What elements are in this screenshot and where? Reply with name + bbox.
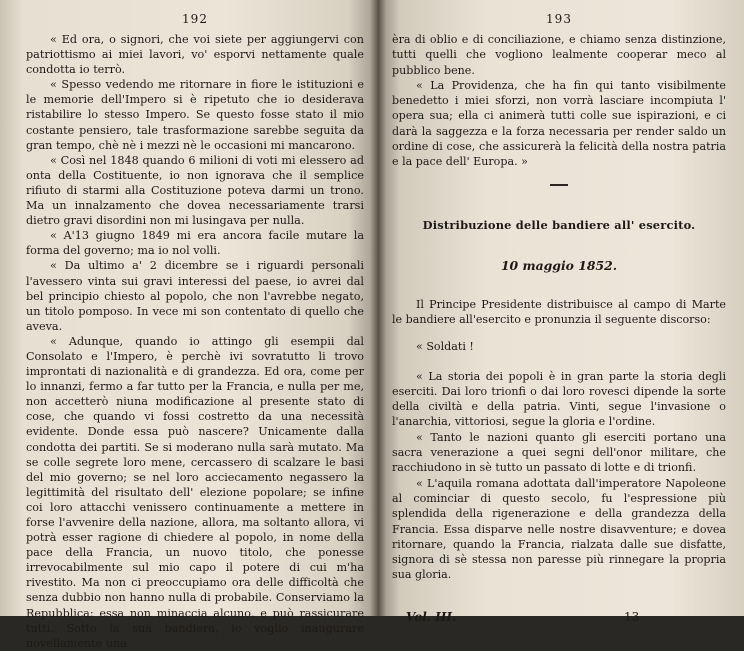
right-page <box>378 0 744 624</box>
paragraph: « La Providenza, che ha fin qui tanto visibilmente benedetto i miei sforzi, non vorrà lasciare incompiuta l' opera sua; ella ci animerà tutti colle sue ispirazioni, e ci darà la saggezza e la forza necessaria per render saldo un ordine di cose, che assicurerà la felicità della nostra patria e la pace dell' Europa. » <box>392 78 726 169</box>
salutation: « Soldati ! <box>416 340 474 354</box>
paragraph: « Adunque, quando io attingo gli esempii dal Consolato e l'Impero, è perchè ivi sovratutto li trovo improntati di nazionalità e di grandezza. Ed ora, come per lo innanzi, fermo a far tutto per la Francia, e nulla per me, non accetterò niuna modificazione al presente stato di cose, che quando vi fossi costretto da una necessità evidente. Donde essa può nascere? Unicamente dalla condotta dei partiti. Se si moderano nulla sarà mutato. Ma se colle segrete loro mene, cercassero di scalzare le basi del mio governo; se nel loro acciecamento negassero la legittimità del risultato dell' elezione popolare; se infine coi loro attacchi venissero continuamente a mettere in forse l'avvenire della nazione, allora, ma soltanto allora, vi potrà esser ragione di chiedere al popolo, in nome della pace della Francia, un nuovo titolo, che ponesse irrevocabilmente sul mio capo il potere di cui m'ha rivestito. Ma non ci preoccupiamo ora delle difficoltà che senza dubbio non hanno nulla di probabile. Conserviamo la Repubblica: essa non minaccia alcuno, e può rassicurare tutti. Sotto la sua bandiera, io voglio inaugurare novellamente una <box>26 334 364 650</box>
paragraph: « Tanto le nazioni quanto gli eserciti portano una sacra venerazione a quei segni dell'onor militare, che racchiudono in sè tutto un passato di lotte e di trionfi. <box>392 430 726 475</box>
section-title: Distribuzione delle bandiere all' esercito. <box>422 217 696 232</box>
page-number-right: 193 <box>546 12 572 26</box>
intro-paragraph: Il Principe Presidente distribuisce al campo di Marte le bandiere all'esercito e pronunzia il seguente discorso: <box>392 297 726 326</box>
paragraph: « Ed ora, o signori, che voi siete per aggiungervi con patriottismo ai miei lavori, vo' esporvi nettamente quale condotta io terrò. <box>26 33 364 77</box>
paragraph: « A'13 giugno 1849 mi era ancora facile mutare la forma del governo; ma io nol volli. <box>26 229 364 258</box>
continuation-paragraph: èra di oblio e di conciliazione, e chiamo senza distinzione, tutti quelli che vogliono lealmente cooperar meco al pubblico bene. <box>392 33 726 77</box>
paragraph: « L'aquila romana adottata dall'imperatore Napoleone al cominciar di questo secolo, fu l'espressione più splendida della rigenerazione e della grandezza della Francia. Essa disparve nelle nostre disavventure; e dovea ritornare, quando la Francia, rialzata dalle sue disfatte, signora di sè stessa non paresse più rinnegare la propria sua gloria. <box>392 476 726 582</box>
paragraph: « Da ultimo a' 2 dicembre se i riguardi personali l'avessero vinta sui gravi interessi del paese, io avrei dal bel principio chiesto al popolo, che non l'avrebbe negato, un titolo pomposo. In vece mi son contentato di quello che aveva. <box>26 259 364 333</box>
section-date: 10 maggio 1852. <box>500 257 618 273</box>
section-divider <box>550 184 568 186</box>
paragraph: « La storia dei popoli è in gran parte la storia degli eserciti. Dai loro trionfi o dai loro rovesci dipende la sorte della civiltà e della patria. Vinti, segue l'invasione o l'anarchia, vittoriosi, segue la gloria e l'ordine. <box>392 369 726 429</box>
signature-mark: 13 <box>624 610 640 624</box>
paragraph: « Spesso vedendo me ritornare in fiore le istituzioni e le memorie dell'Impero si è ripetuto che io desiderava ristabilire lo stesso Impero. Se questo fosse stato il mio costante pensiero, tale trasformazione sarebbe seguita da gran tempo, chè nè i mezzi nè le occasioni mi mancarono. <box>26 78 364 152</box>
paragraph: « Così nel 1848 quando 6 milioni di voti mi elessero ad onta della Costituente, io non ignorava che il semplice rifiuto di starmi alla Costituzione poteva darmi un trono. Ma un innalzamento che dovea necessariamente trarsi dietro gravi disordini non mi lusingava per nulla. <box>26 153 364 228</box>
book-gutter <box>370 0 386 616</box>
page-number-left: 192 <box>182 12 208 26</box>
volume-mark: Vol. III. <box>406 610 457 624</box>
